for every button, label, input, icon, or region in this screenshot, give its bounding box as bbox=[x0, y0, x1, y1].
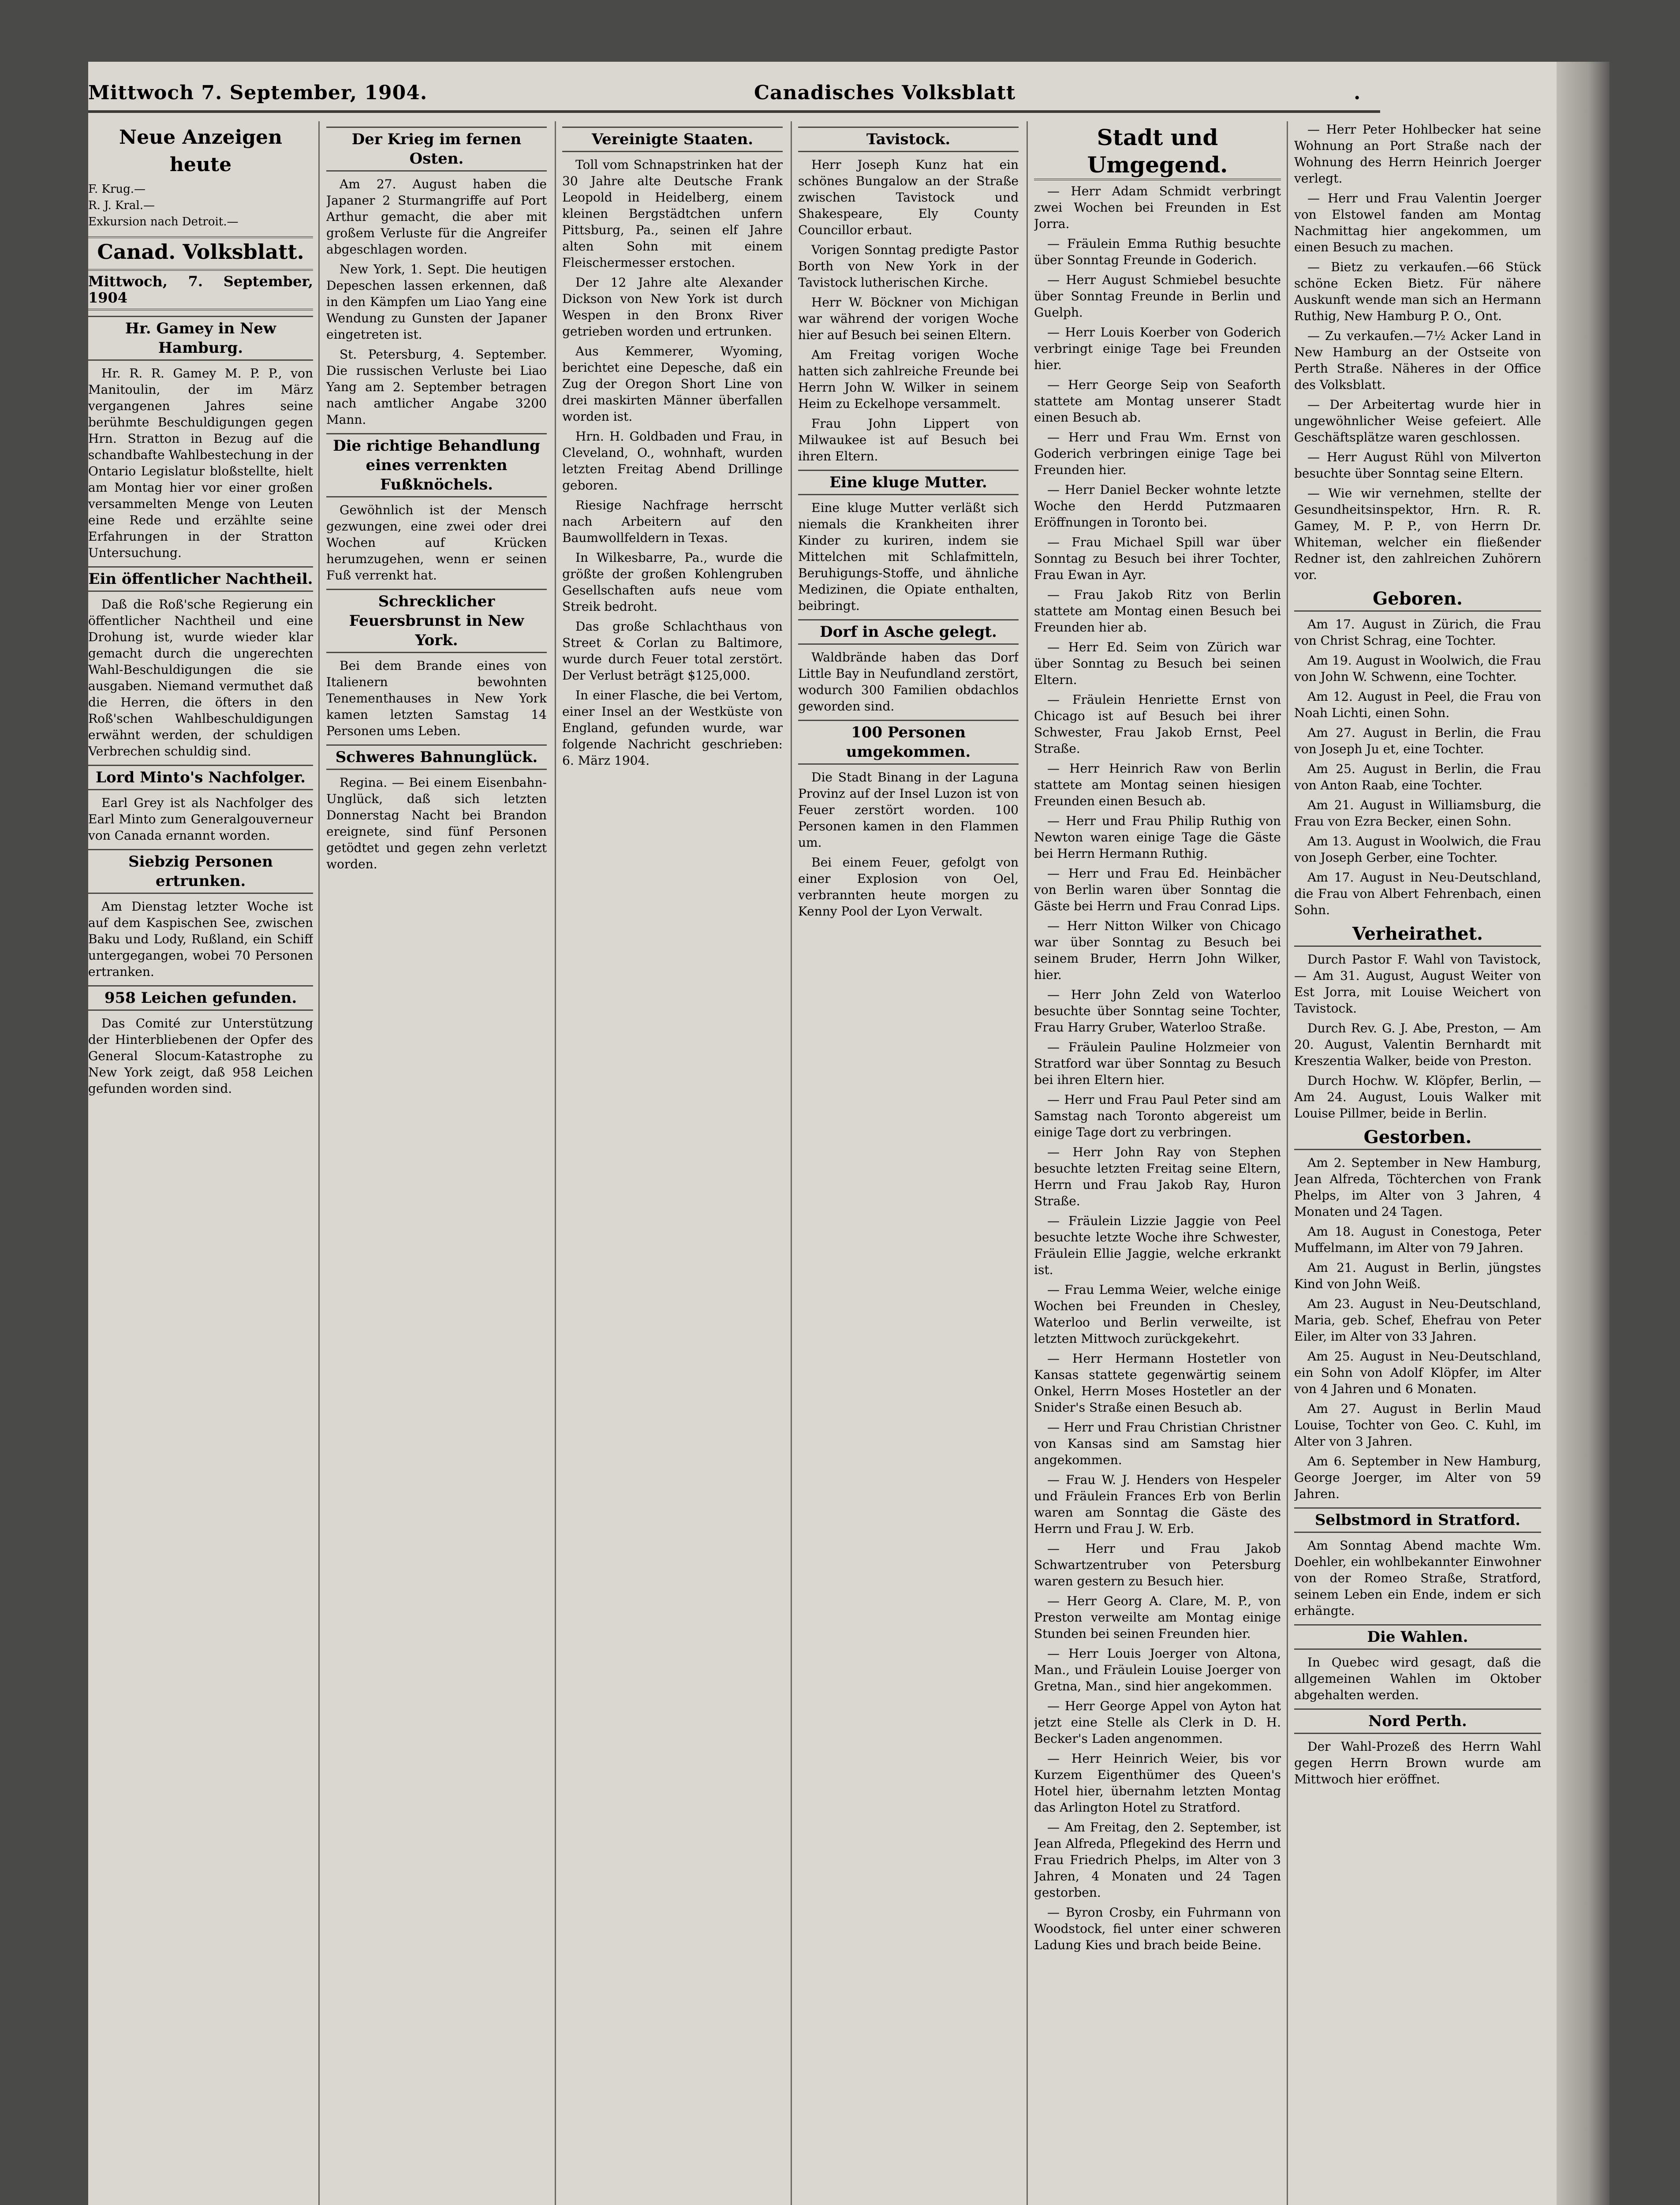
article-text: New York, 1. Sept. Die heutigen Depeschen lassen erkennen, daß in den Kämpfen um Liao Yang eine Wendung zu Gunsten der Japaner eingetreten ist. bbox=[326, 262, 547, 342]
column-5 bbox=[1034, 121, 1281, 2205]
marriages-list bbox=[1294, 951, 1541, 1121]
news-item: — Fräulein Lizzie Jaggie von Peel besuchte letzte Woche ihre Schwester, Fräulein Ellie Jaggie, welche erkrankt ist. bbox=[1034, 1214, 1281, 1277]
news-item: — Herr John Zeld von Waterloo besuchte über Sonntag seine Tochter, Frau Harry Gruber, Waterloo Straße. bbox=[1034, 987, 1281, 1035]
news-item: — Herr Heinrich Raw von Berlin stattete am Montag seinen hiesigen Freunden einen Besuch ab. bbox=[1034, 761, 1281, 808]
news-item: Am 17. August in Zürich, die Frau von Christ Schrag, eine Tochter. bbox=[1294, 617, 1541, 648]
masthead: Canad. Volksblatt. bbox=[88, 236, 313, 265]
news-item: Am 21. August in Williamsburg, die Frau von Ezra Becker, einen Sohn. bbox=[1294, 798, 1541, 829]
news-item: — Wie wir vernehmen, stellte der Gesundheitsinspektor, Hrn. R. R. Gamey, M. P. P., von Herrn Dr. Whiteman, welcher ein fließender Redner ist, den zahlreichen Zuhörern vor. bbox=[1294, 486, 1541, 582]
article-text: Eine kluge Mutter verläßt sich niemals die Krankheiten ihrer Kinder zu kuriren, indem sie Mittelchen mit Schlafmitteln, Beruhigungs-Stoffe, und ähnliche Medizinen, die Opiate enthalten, beibringt. bbox=[798, 501, 1019, 613]
column-4 bbox=[798, 121, 1019, 2205]
article-text: Waldbrände haben das Dorf Little Bay in Neufundland zerstört, wodurch 300 Familien obdachlos geworden sind. bbox=[798, 650, 1019, 714]
news-item: — Herr und Frau Valentin Joerger von Elstowel fanden am Montag Nachmittag hier angekommen, um einen Besuch zu machen. bbox=[1294, 191, 1541, 254]
article-heading: Lord Minto's Nachfolger. bbox=[88, 765, 313, 790]
column-1 bbox=[88, 121, 313, 2205]
news-item: — Herr August Rühl von Milverton besuchte über Sonntag seine Eltern. bbox=[1294, 450, 1541, 481]
article-text: Bei dem Brande eines von Italienern bewohnten Tenementhauses in New York kamen letzten Samstag 14 Personen ums Leben. bbox=[326, 658, 547, 738]
article-text: In einer Flasche, die bei Vertom, einer Insel an der Westküste von England, gefunden wurde, war folgende Nachricht geschrieben: 6. März 1904. bbox=[562, 688, 783, 768]
page-edge bbox=[1557, 62, 1609, 2205]
news-item: — Zu verkaufen.—7½ Acker Land in New Hamburg an der Ostseite von Perth Straße. Näheres in der Office des Volksblatt. bbox=[1294, 329, 1541, 392]
article-text: Toll vom Schnapstrinken hat der 30 Jahre alte Deutsche Frank Leopold in Heidelberg, einem kleinen Bergstädtchen unfern Pittsburg, Pa., seinen elf Jahre alten Sohn mit einem Fleischermesser erstochen. bbox=[562, 157, 783, 270]
article-heading: Tavistock. bbox=[798, 127, 1019, 152]
news-item: — Herr Louis Koerber von Goderich verbringt einige Tage bei Freunden hier. bbox=[1034, 325, 1281, 372]
news-item: — Fräulein Emma Ruthig besuchte über Sonntag Freunde in Goderich. bbox=[1034, 236, 1281, 267]
news-item: Am 17. August in Neu-Deutschland, die Frau von Albert Fehrenbach, einen Sohn. bbox=[1294, 870, 1541, 917]
news-item: Durch Hochw. W. Klöpfer, Berlin, — Am 24. August, Louis Walker mit Louise Pillmer, beide in Berlin. bbox=[1294, 1073, 1541, 1121]
article-text: Aus Kemmerer, Wyoming, berichtet eine Depesche, daß ein Zug der Oregon Short Line von drei maskirten Männer überfallen worden ist. bbox=[562, 344, 783, 424]
deaths-list bbox=[1294, 1155, 1541, 1502]
article-text: St. Petersburg, 4. September. Die russischen Verluste bei Liao Yang am 2. September betragen nach amtlicher Angabe 3200 Mann. bbox=[326, 347, 547, 427]
article-heading: 100 Personen umgekommen. bbox=[798, 720, 1019, 765]
deaths-heading: Gestorben. bbox=[1294, 1126, 1541, 1150]
article-heading: Selbstmord in Stratford. bbox=[1294, 1507, 1541, 1533]
news-item: Am 27. August in Berlin Maud Louise, Tochter von Geo. C. Kuhl, im Alter von 3 Jahren. bbox=[1294, 1401, 1541, 1449]
article-text: Regina. — Bei einem Eisenbahn-Unglück, daß sich letzten Donnerstag Nacht bei Brandon ereignete, sind fünf Personen getödtet und gegen zehn verletzt worden. bbox=[326, 775, 547, 871]
folio-page-number: . bbox=[1354, 82, 1361, 104]
news-item: Am 6. September in New Hamburg, George Joerger, im Alter von 59 Jahren. bbox=[1294, 1454, 1541, 1501]
news-item: Am 13. August in Woolwich, die Frau von Joseph Gerber, eine Tochter. bbox=[1294, 834, 1541, 865]
article-text: In Wilkesbarre, Pa., wurde die größte der großen Kohlengruben Gesellschaften aufs neue vom Streik bedroht. bbox=[562, 550, 783, 614]
article-heading: Siebzig Personen ertrunken. bbox=[88, 849, 313, 894]
news-item: — Herr George Seip von Seaforth stattete am Montag unserer Stadt einen Besuch ab. bbox=[1034, 377, 1281, 425]
folio-date: Mittwoch 7. September, 1904. bbox=[88, 82, 428, 104]
article-text: Der Wahl-Prozeß des Herrn Wahl gegen Herrn Brown wurde am Mittwoch hier eröffnet. bbox=[1294, 1739, 1541, 1786]
masthead-date: Mittwoch, 7. September, 1904 bbox=[88, 269, 313, 310]
article-text: Herr W. Böckner von Michigan war während der vorigen Woche hier auf Besuch bei seinen Eltern. bbox=[798, 295, 1019, 342]
article-text: Earl Grey ist als Nachfolger des Earl Minto zum Generalgouverneur von Canada ernannt worden. bbox=[88, 796, 313, 843]
news-item: — Herr und Frau Ed. Heinbächer von Berlin waren über Sonntag die Gäste bei Herrn und Frau Conrad Lips. bbox=[1034, 866, 1281, 913]
article-heading: Die Wahlen. bbox=[1294, 1624, 1541, 1650]
news-item: — Herr und Frau Wm. Ernst von Goderich verbringen einige Tage bei Freunden hier. bbox=[1034, 430, 1281, 477]
article-heading: Schrecklicher Feuersbrunst in New York. bbox=[326, 589, 547, 653]
news-item: Am 18. August in Conestoga, Peter Muffelmann, im Alter von 79 Jahren. bbox=[1294, 1224, 1541, 1255]
article-text: Am Sonntag Abend machte Wm. Doehler, ein wohlbekannter Einwohner von der Romeo Straße, Stratford, seinem Leben ein Ende, indem er sich erhängte. bbox=[1294, 1538, 1541, 1618]
article-text: Am 27. August haben die Japaner 2 Sturmangriffe auf Port Arthur gemacht, die aber mit großem Verluste für die Angreifer abgeschlagen worden. bbox=[326, 177, 547, 257]
article-text: Herr Joseph Kunz hat ein schönes Bungalow an der Straße zwischen Tavistock und Shakespeare, Ely County Councillor erbaut. bbox=[798, 157, 1019, 237]
article-heading: Die richtige Behandlung eines verrenkten Fußknöchels. bbox=[326, 433, 547, 497]
news-item: — Byron Crosby, ein Fuhrmann von Woodstock, fiel unter einer schweren Ladung Kies und brach beide Beine. bbox=[1034, 1905, 1281, 1952]
top-rule bbox=[88, 110, 1380, 113]
news-item: — Herr und Frau Paul Peter sind am Samstag nach Toronto abgereist um einige Tage dort zu verbringen. bbox=[1034, 1092, 1281, 1140]
news-item: — Am Freitag, den 2. September, ist Jean Alfreda, Pflegekind des Herrn und Frau Friedrich Phelps, im Alter von 3 Jahren, 4 Monaten und 24 Tagen gestorben. bbox=[1034, 1820, 1281, 1900]
article-heading: Nord Perth. bbox=[1294, 1708, 1541, 1734]
ads-item: R. J. Kral.— bbox=[88, 199, 155, 212]
news-item: — Bietz zu verkaufen.—66 Stück schöne Ecken Bietz. Für nähere Auskunft wende man sich an Hermann Ruthig, New Hamburg P. O., Ont. bbox=[1294, 260, 1541, 323]
news-item: — Herr Nitton Wilker von Chicago war über Sonntag zu Besuch bei seinem Bruder, Herrn John Wilker, hier. bbox=[1034, 919, 1281, 982]
ads-item: Exkursion nach Detroit.— bbox=[88, 215, 239, 228]
news-item: — Herr und Frau Christian Christner von Kansas sind am Samstag hier angekommen. bbox=[1034, 1420, 1281, 1467]
news-item: — Herr Daniel Becker wohnte letzte Woche den Herdd Putzmaaren Eröffnungen in Toronto bei. bbox=[1034, 482, 1281, 530]
news-item: — Herr Georg A. Clare, M. P., von Preston verweilte am Montag einige Stunden bei seinen Freunden hier. bbox=[1034, 1594, 1281, 1641]
ads-title: Neue Anzeigen heute bbox=[119, 126, 283, 176]
column-rule bbox=[318, 121, 320, 2205]
article-heading: Der Krieg im fernen Osten. bbox=[326, 127, 547, 172]
news-item: Am 19. August in Woolwich, die Frau von John W. Schwenn, eine Tochter. bbox=[1294, 653, 1541, 684]
marriages-heading: Verheirathet. bbox=[1294, 923, 1541, 947]
news-item: — Herr Peter Hohlbecker hat seine Wohnung an Port Straße nach der Wohnung des Herrn Heinrich Joerger verlegt. bbox=[1294, 122, 1541, 186]
news-item: — Herr Hermann Hostetler von Kansas stattete gegenwärtig seinem Onkel, Herrn Moses Hostetler an der Snider's Straße einen Besuch ab. bbox=[1034, 1351, 1281, 1415]
news-item: — Herr Adam Schmidt verbringt zwei Wochen bei Freunden in Est Jorra. bbox=[1034, 184, 1281, 231]
news-item: — Herr John Ray von Stephen besuchte letzten Freitag seine Eltern, Herrn und Frau Jakob Ray, Huron Straße. bbox=[1034, 1145, 1281, 1208]
news-item: Am 25. August in Neu-Deutschland, ein Sohn von Adolf Klöpfer, im Alter von 4 Jahren und 6 Monaten. bbox=[1294, 1349, 1541, 1396]
folio-paper-title: Canadisches Volksblatt bbox=[754, 82, 1016, 104]
ads-item: F. Krug.— bbox=[88, 183, 146, 196]
article-text: Bei einem Feuer, gefolgt von einer Explosion von Oel, verbrannten heute morgen zu Kenny Pool der Lyon Verwalt. bbox=[798, 855, 1019, 919]
news-item: — Herr August Schmiebel besuchte über Sonntag Freunde in Berlin und Guelph. bbox=[1034, 273, 1281, 320]
news-item: Am 2. September in New Hamburg, Jean Alfreda, Töchterchen von Frank Phelps, im Alter von 3 Jahren, 4 Monaten und 24 Tagen. bbox=[1294, 1155, 1541, 1219]
news-item: — Herr und Frau Philip Ruthig von Newton waren einige Tage die Gäste bei Herrn Hermann Ruthig. bbox=[1034, 814, 1281, 861]
news-item: — Frau Michael Spill war über Sonntag zu Besuch bei ihrer Tochter, Frau Ewan in Ayr. bbox=[1034, 535, 1281, 582]
article-text: Die Stadt Binang in der Laguna Provinz auf der Insel Luzon ist von Feuer zerstört worden. 100 Personen kamen in den Flammen um. bbox=[798, 770, 1019, 850]
article-text: Vorigen Sonntag predigte Pastor Borth von New York in der Tavistock lutherischen Kirche. bbox=[798, 243, 1019, 290]
article-text: Das Comité zur Unterstützung der Hinterbliebenen der Opfer des General Slocum-Katastrophe zu New York zeigt, daß 958 Leichen gefunden worden sind. bbox=[88, 1016, 313, 1096]
news-item: — Herr Ed. Seim von Zürich war über Sonntag zu Besuch bei seinen Eltern. bbox=[1034, 640, 1281, 687]
news-item: Durch Rev. G. J. Abe, Preston, — Am 20. August, Valentin Bernhardt mit Kreszentia Walker, beide von Preston. bbox=[1294, 1021, 1541, 1068]
column-rule bbox=[1027, 121, 1028, 2205]
local-news-heading: Stadt und Umgegend. bbox=[1034, 124, 1281, 180]
news-item: Am 25. August in Berlin, die Frau von Anton Raab, eine Tochter. bbox=[1294, 762, 1541, 792]
article-text: Das große Schlachthaus von Street & Corlan zu Baltimore, wurde durch Feuer total zerstört. Der Verlust beträgt $125,000. bbox=[562, 619, 783, 683]
news-item: — Herr und Frau Jakob Schwartzentruber von Petersburg waren gestern zu Besuch hier. bbox=[1034, 1541, 1281, 1588]
news-item: — Frau W. J. Henders von Hespeler und Fräulein Frances Erb von Berlin waren am Sonntag die Gäste des Herrn und Frau J. W. Erb. bbox=[1034, 1472, 1281, 1536]
news-item: Am 27. August in Berlin, die Frau von Joseph Ju et, eine Tochter. bbox=[1294, 725, 1541, 756]
news-item: — Frau Jakob Ritz von Berlin stattete am Montag einen Besuch bei Freunden hier ab. bbox=[1034, 587, 1281, 635]
article-heading: Vereinigte Staaten. bbox=[562, 127, 783, 152]
article-heading: 958 Leichen gefunden. bbox=[88, 985, 313, 1011]
article-text: Gewöhnlich ist der Mensch gezwungen, eine zwei oder drei Wochen auf Krücken herumzugehen, wenn er seinen Fuß verrenkt hat. bbox=[326, 503, 547, 583]
news-item: — Frau Lemma Weier, welche einige Wochen bei Freunden in Chesley, Waterloo und Berlin verweilte, ist letzten Mittwoch zurückgekehrt. bbox=[1034, 1282, 1281, 1346]
article-text: Frau John Lippert von Milwaukee ist auf Besuch bei ihren Eltern. bbox=[798, 416, 1019, 463]
column-6 bbox=[1294, 121, 1541, 2205]
article-heading: Eine kluge Mutter. bbox=[798, 470, 1019, 495]
local-news-list bbox=[1034, 183, 1281, 1953]
article-heading: Schweres Bahnunglück. bbox=[326, 744, 547, 770]
folio-line bbox=[88, 82, 1367, 108]
column-rule bbox=[791, 121, 792, 2205]
article-text: Riesige Nachfrage herrscht nach Arbeitern auf den Baumwollfeldern in Texas. bbox=[562, 498, 783, 545]
news-item: — Fräulein Pauline Holzmeier von Stratford war über Sonntag zu Besuch bei ihren Eltern hier. bbox=[1034, 1040, 1281, 1087]
news-item: Am 21. August in Berlin, jüngstes Kind von John Weiß. bbox=[1294, 1260, 1541, 1291]
article-text: Hrn. H. Goldbaden und Frau, in Cleveland, O., wohnhaft, wurden letzten Freitag Abend Drillinge geboren. bbox=[562, 429, 783, 493]
news-item: — Herr Louis Joerger von Altona, Man., und Fräulein Louise Joerger von Gretna, Man., sind hier angekommen. bbox=[1034, 1646, 1281, 1693]
news-item: — Herr Heinrich Weier, bis vor Kurzem Eigenthümer des Queen's Hotel hier, übernahm letzten Montag das Arlington Hotel zu Stratford. bbox=[1034, 1751, 1281, 1815]
news-item: — Der Arbeitertag wurde hier in ungewöhnlicher Weise gefeiert. Alle Geschäftsplätze waren geschlossen. bbox=[1294, 397, 1541, 445]
local-notices-list bbox=[1294, 121, 1541, 583]
births-list bbox=[1294, 616, 1541, 918]
news-item: — Herr George Appel von Ayton hat jetzt eine Stelle als Clerk in D. H. Becker's Laden angenommen. bbox=[1034, 1699, 1281, 1746]
news-item: Am 12. August in Peel, die Frau von Noah Lichti, einen Sohn. bbox=[1294, 689, 1541, 720]
article-text: Der 12 Jahre alte Alexander Dickson von New York ist durch Wespen in den Bronx River getrieben worden und ertrunken. bbox=[562, 275, 783, 339]
article-text: Am Freitag vorigen Woche hatten sich zahlreiche Freunde bei Herrn John W. Wilker in seinem Heim zu Eckelhope versammelt. bbox=[798, 348, 1019, 411]
column-2 bbox=[326, 121, 547, 2205]
news-item: Am 23. August in Neu-Deutschland, Maria, geb. Schef, Ehefrau von Peter Eiler, im Alter von 33 Jahren. bbox=[1294, 1297, 1541, 1344]
article-text: In Quebec wird gesagt, daß die allgemeinen Wahlen im Oktober abgehalten werden. bbox=[1294, 1655, 1541, 1702]
article-heading: Ein öffentlicher Nachtheil. bbox=[88, 566, 313, 592]
article-text: Hr. R. R. Gamey M. P. P., von Manitoulin, der im März vergangenen Jahres seine berühmte Beschuldigungen gegen Hrn. Stratton in Bezug auf die schandbafte Wahlbestechung in der Ontario Legislatur bloßstellte, hielt am Montag hier vor einer großen versammelten Menge von Leuten eine Rede und erzählte seine Erfahrungen in der Stratton Untersuchung. bbox=[88, 366, 313, 560]
column-rule bbox=[555, 121, 556, 2205]
births-heading: Geboren. bbox=[1294, 587, 1541, 612]
article-heading: Hr. Gamey in New Hamburg. bbox=[88, 316, 313, 361]
article-text: Am Dienstag letzter Woche ist auf dem Kaspischen See, zwischen Baku und Lody, Rußland, ein Schiff untergegangen, wobei 70 Personen ertranken. bbox=[88, 899, 313, 979]
column-3 bbox=[562, 121, 783, 2205]
column-rule bbox=[1287, 121, 1288, 2205]
article-text: Daß die Roß'sche Regierung ein öffentlicher Nachtheil und eine Drohung ist, wurde wieder klar gemacht durch die ungerechten Wahl-Beschuldigungen die sie ausgaben. Niemand vermuthet daß die Herren, die öfters in den Roß'schen Wahlbeschuldigungen erwähnt werden, der schuldigen Verbrechen schuldig sind. bbox=[88, 597, 313, 759]
news-item: — Fräulein Henriette Ernst von Chicago ist auf Besuch bei ihrer Schwester, Frau Jakob Ernst, Peel Straße. bbox=[1034, 692, 1281, 756]
news-item: Durch Pastor F. Wahl von Tavistock, — Am 31. August, August Weiter von Est Jorra, mit Louise Weichert von Tavistock. bbox=[1294, 952, 1541, 1016]
article-heading: Dorf in Asche gelegt. bbox=[798, 619, 1019, 645]
